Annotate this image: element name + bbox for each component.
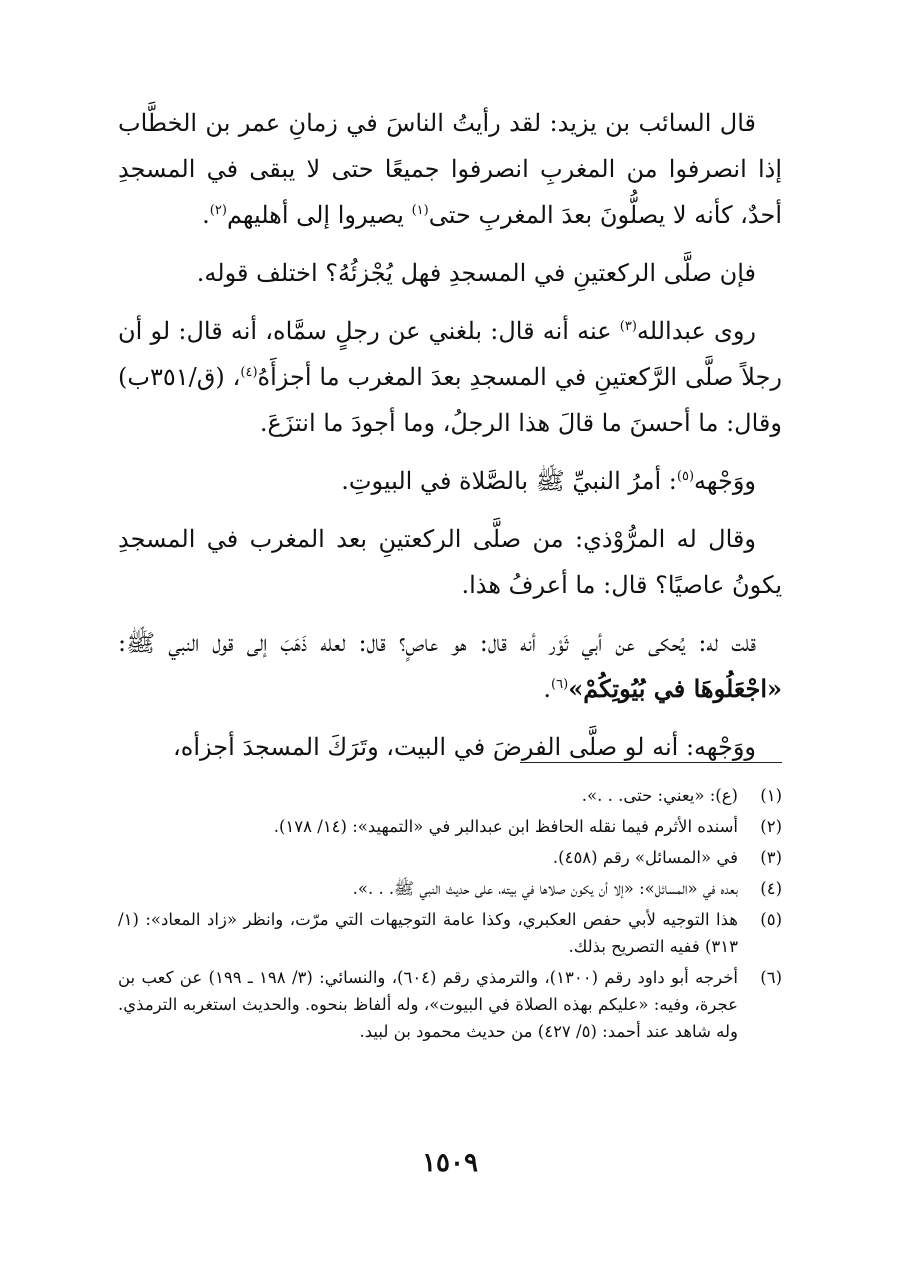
footnote-1: [118, 782, 782, 809]
footnote-ref-6[interactable]: (٦): [551, 677, 569, 692]
footnote-ref-4[interactable]: (٤): [240, 365, 258, 380]
paragraph-7: [118, 724, 782, 770]
footnote-3: [118, 844, 782, 871]
paragraph-text: فإن صلَّى الركعتينِ في المسجدِ فهل يُجْزئُهُ؟ اختلف قوله.: [196, 259, 756, 287]
paragraph-1: [118, 100, 782, 238]
paragraph-text: .: [202, 201, 210, 229]
paragraph-6: [118, 620, 782, 712]
paragraph-text: .: [543, 675, 552, 703]
paragraph-text: ووَجْهه: [694, 467, 756, 495]
footnote-ref-1[interactable]: (١): [411, 203, 429, 218]
footnote-ref-3[interactable]: (٣): [619, 319, 637, 334]
paragraph-text: ، (ق/٣٥١ب) وقال: ما أحسنَ ما قالَ هذا الرجلُ، وما أجودَ ما انتزَعَ.: [118, 363, 782, 437]
paragraph-text: : أمرُ النبيِّ ﷺ بالصَّلاة في البيوتِ.: [341, 467, 677, 495]
paragraph-text: قلت له: يُحكى عن أبي ثَوْر أنه قال: هو عاصٍ؟ قال: لعله ذَهَبَ إلى قول النبي ﷺ:: [118, 629, 756, 657]
footnote-text: أسنده الأثرم فيما نقله الحافظ ابن عبدالبر في «التمهيد»: (١٤/ ١٧٨).: [273, 817, 738, 836]
footnote-ref-2[interactable]: (٢): [209, 203, 227, 218]
paragraph-text: وقال له المرُّوْذي: من صلَّى الركعتينِ بعد المغرب في المسجدِ يكونُ عاصيًا؟ قال: ما أعرفُ هذا.: [118, 525, 782, 599]
footnote-ref-5[interactable]: (٥): [676, 469, 695, 484]
paragraph-5: [118, 516, 782, 608]
footnote-2: [118, 813, 782, 840]
hadith-quote: «اجْعَلُوهَا في بُيُوتِكُمْ»: [568, 674, 782, 703]
footnote-number: (١): [760, 786, 782, 805]
footnote-6: [118, 964, 782, 1045]
footnote-text: أخرجه أبو داود رقم (١٣٠٠)، والترمذي رقم (٦٠٤)، والنسائي: (٣/ ١٩٨ ـ ١٩٩) عن كعب بن عجرة، وفيه: «عليكم بهذه الصلاة في البيوت»، وله ألفاظ بنحوه. والحديث استغربه الترمذي. وله شاهد عند أحمد: (٥/ ٤٢٧) من حديث محمود بن لبيد.: [118, 968, 739, 1041]
footnote-number: (٣): [760, 848, 782, 867]
paragraph-text: يصيروا إلى أهليهم: [226, 201, 412, 229]
footnote-number: (٤): [760, 879, 782, 898]
paragraph-text: ووَجْهه: أنه لو صلَّى الفرضَ في البيت، وتَرَكَ المسجدَ أجزأه،: [173, 733, 756, 761]
paragraph-3: [118, 308, 782, 446]
footnote-4: [118, 875, 782, 902]
footnote-number: (٦): [760, 968, 782, 987]
footnote-text: بعده في «المسائل»: «إلا أن يكون صلاها في بيته، على حديث النبي ﷺ. . .».: [352, 879, 738, 898]
main-text: [118, 100, 782, 782]
page-number: ١٥٠٩: [422, 1148, 478, 1178]
footnotes: [118, 782, 782, 1049]
footnote-text: (ع): «يعني: حتى. . .».: [581, 786, 738, 805]
footnote-number: (٥): [760, 910, 782, 929]
footnote-5: [118, 906, 782, 960]
footnote-text: في «المسائل» رقم (٤٥٨).: [552, 848, 738, 867]
paragraph-text: قال السائب بن يزيد: لقد رأيتُ الناسَ في زمانِ عمر بن الخطَّاب إذا انصرفوا من المغربِ انصرفوا جميعًا حتى لا يبقى في المسجدِ أحدٌ، كأنه لا يصلُّونَ بعدَ المغربِ حتى: [118, 109, 782, 229]
paragraph-2: [118, 250, 782, 296]
footnote-separator: [520, 762, 782, 763]
footnote-number: (٢): [760, 817, 782, 836]
paragraph-4: [118, 458, 782, 504]
paragraph-text: عنه أنه قال: بلغني عن رجلٍ سمَّاه، أنه قال: لو أن رجلاً صلَّى الرَّكعتينِ في المسجدِ بعدَ المغرب ما أجزأَهُ: [118, 317, 782, 391]
footnote-text: هذا التوجيه لأبي حفص العكبري، وكذا عامة التوجيهات التي مرّت، وانظر «زاد المعاد»: (١/ ٣١٣) ففيه التصريح بذلك.: [118, 910, 738, 956]
paragraph-text: روى عبدالله: [636, 317, 757, 345]
